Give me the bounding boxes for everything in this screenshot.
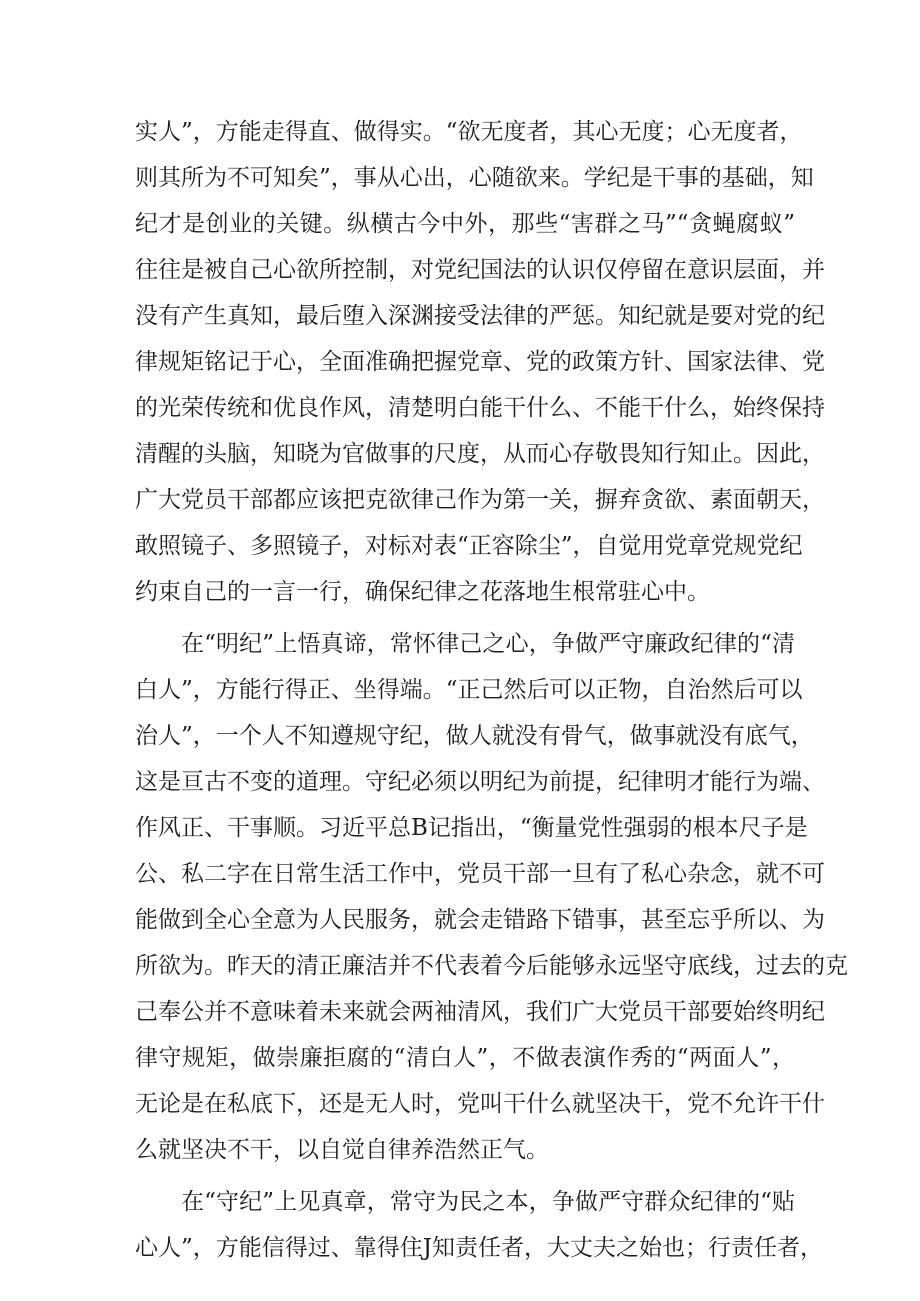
text-line: 广大党员干部都应该把克欲律己作为第一关，摒弃贪欲、素面朝天， [135,487,825,513]
text-line: 敢照镜子、多照镜子，对标对表“正容除尘”，自觉用党章党规党纪 [135,533,803,559]
text-line: 无论是在私底下，还是无人时，党叫干什么就坚决干，党不允许干什 [135,1091,825,1117]
text-line: 往往是被自己心欲所控制，对党纪国法的认识仅停留在意识层面，并 [135,257,825,283]
text-line: 律规矩铭记于心，全面准确把握党章、党的政策方针、国家法律、党 [135,349,825,375]
text-line: 清醒的头脑，知晓为官做事的尺度，从而心存敬畏知行知止。因此， [135,441,825,467]
text-line: 己奉公并不意味着未来就会两袖清风，我们广大党员干部要始终明纪 [135,999,825,1025]
text-line: 的光荣传统和优良作风，清楚明白能干什么、不能干什么，始终保持 [135,395,825,421]
text-line: 白人”，方能行得正、坐得端。“正己然后可以正物，自治然后可以 [135,677,803,703]
text-line: 这是亘古不变的道理。守纪必须以明纪为前提，纪律明才能行为端、 [135,769,825,795]
text-line: 公、私二字在日常生活工作中，党员干部一旦有了私心杂念，就不可 [135,861,825,887]
text-line: 在“守纪”上见真章，常守为民之本，争做严守群众纪律的“贴 [181,1189,795,1215]
text-line: 约束自己的一言一行，确保纪律之花落地生根常驻心中。 [135,579,710,605]
text-line: 能做到全心全意为人民服务，就会走错路下错事，甚至忘乎所以、为 [135,907,825,933]
text-line: 在“明纪”上悟真谛，常怀律己之心，争做严守廉政纪律的“清 [181,631,795,657]
text-line: 没有产生真知，最后堕入深渊接受法律的严惩。知纪就是要对党的纪 [135,303,825,329]
text-line: 心人”，方能信得过、靠得住J知责任者，大丈夫之始也；行责任者， [135,1235,823,1261]
text-line: 么就坚决不干，以自觉自律养浩然正气。 [135,1137,549,1163]
text-line: 治人”，一个人不知遵规守纪，做人就没有骨气，做事就没有底气， [135,723,814,749]
text-line: 所欲为。昨天的清正廉洁并不代表着今后能够永远坚守底线，过去的克 [135,953,848,979]
text-line: 律守规矩，做崇廉拒腐的“清白人”，不做表演作秀的“两面人”， [135,1045,795,1071]
text-line: 实人”，方能走得直、做得实。“欲无度者，其心无度；心无度者， [135,119,803,145]
text-line: 作风正、干事顺。习近平总B记指出，“衡量党性强弱的根本尺子是 [135,815,808,841]
text-line: 则其所为不可知矣”，事从心出，心随欲来。学纪是干事的基础，知 [135,165,814,191]
text-line: 纪才是创业的关键。纵横古今中外，那些“害群之马”“贪蝇腐蚁” [135,211,795,237]
